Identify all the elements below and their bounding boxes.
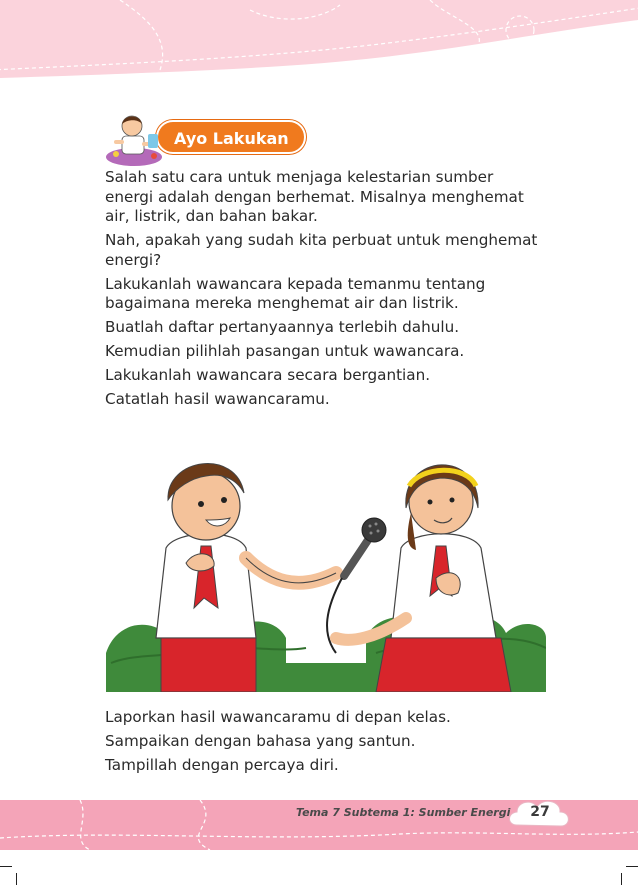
paragraph: Nah, apakah yang sudah kita perbuat untuk menghemat energi?	[105, 231, 538, 269]
girl-figure	[336, 465, 511, 692]
paragraph: Catatlah hasil wawancaramu.	[105, 390, 330, 408]
paragraph: Tampillah dengan percaya diri.	[105, 756, 339, 774]
section-title: Ayo Lakukan	[156, 120, 306, 154]
page-number: 27	[530, 804, 550, 820]
paragraph: Lakukanlah wawancara kepada temanmu tentang bagaimana mereka menghemat air dan listrik.	[105, 274, 486, 312]
crop-mark	[0, 866, 12, 867]
closing-text	[105, 708, 545, 780]
top-decorative-band	[0, 0, 638, 100]
interview-illustration	[106, 438, 546, 692]
crop-mark	[621, 873, 622, 885]
footer-caption: Tema 7 Subtema 1: Sumber Energi	[296, 806, 511, 819]
paragraph: Lakukanlah wawancara secara bergantian.	[105, 366, 431, 384]
intro-text	[105, 168, 545, 414]
paragraph: Sampaikan dengan bahasa yang santun.	[105, 732, 416, 750]
mascot-child-icon	[104, 110, 168, 168]
paragraph: Kemudian pilihlah pasangan untuk wawancara.	[105, 342, 465, 360]
crop-mark	[16, 873, 17, 885]
crop-mark	[626, 866, 638, 867]
boy-figure	[156, 464, 336, 692]
paragraph: Laporkan hasil wawancaramu di depan kelas.	[105, 708, 451, 726]
paragraph: Buatlah daftar pertanyaannya terlebih dahulu.	[105, 318, 460, 336]
section-header	[104, 110, 314, 168]
paragraph: Salah satu cara untuk menjaga kelestarian sumber energi adalah dengan berhemat. Misalnya menghemat air, listrik, dan bahan bakar.	[105, 168, 524, 225]
